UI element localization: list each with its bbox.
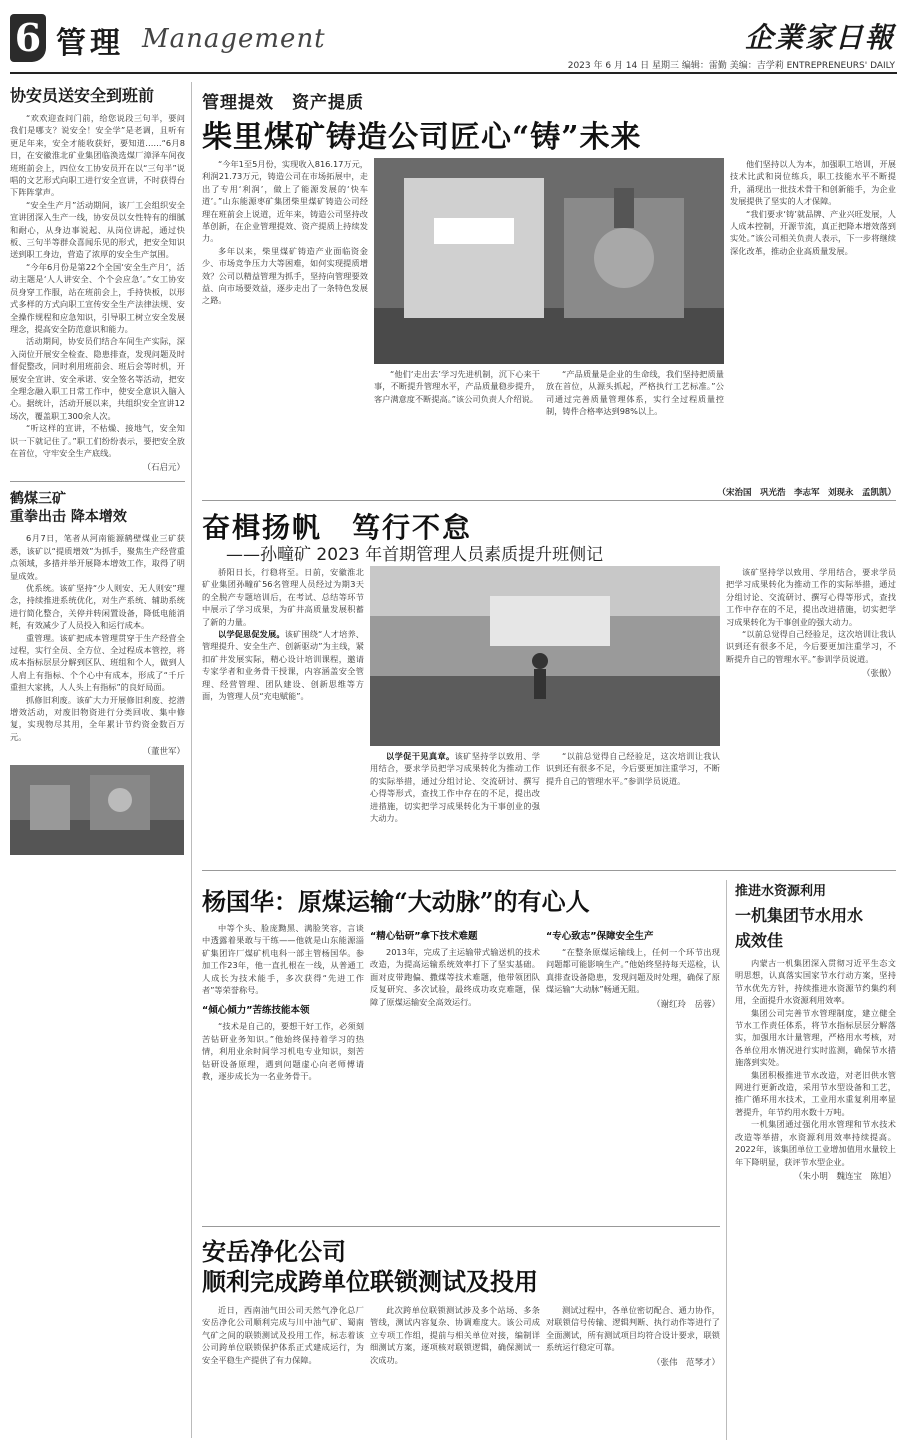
grayscale-photo [10, 765, 184, 855]
divider [202, 870, 896, 871]
article-column [546, 922, 720, 1220]
paragraph: 骄阳日长，行稳将至。日前，安徽淮北矿业集团孙疃矿56名管理人员经过为期3天的全脱产专题培训后，在考试、总结等环节中展示了学习成果，为矿井高质量发展积蓄了新的力量。 [202, 567, 364, 627]
paragraph: 重管理。该矿把成本管理贯穿于生产经营全过程，实行全员、全方位、全过程成本管控，将成本指标层层分解到区队、班组和个人，做到人人肩上有指标、个个心中有成本，形成了“千斤重担大家挑，人人头上有指标”的良好局面。 [10, 632, 185, 693]
classroom-photo [370, 566, 720, 746]
paragraph: 内蒙古一机集团深入贯彻习近平生态文明思想，认真落实国家节水行动方案，坚持节水优先方针，持续推进水资源节约集约利用，全面提升水资源利用效率。 [735, 958, 896, 1006]
paragraph: 集团公司完善节水管理制度，建立健全节水工作责任体系，将节水指标层层分解落实，加强用水计量管理，严格用水考核，对各单位用水情况进行实时监测，确保节水措施落到实处。 [735, 1007, 896, 1068]
paragraph: “他们‘走出去’学习先进机制，沉下心来干事，不断提升管理水平，产品质量稳步提升，客户满意度不断提高。”该公司负责人介绍说。 [374, 369, 540, 404]
byline: （董世军） [142, 747, 185, 758]
section-title: 管理 [56, 26, 124, 61]
article-column [730, 158, 896, 484]
inline-subhead: 以学促干见真章。 [386, 751, 455, 761]
paragraph: “技术是自己的，要想干好工作，必须刻苦钻研业务知识。”他始终保持着学习的热情，利用业余时间学习机电专业知识，刻苦钻研设备原理，遇到问题虚心向老师傅请教，逐步成长为一名业务骨干。 [202, 1021, 364, 1082]
byline: （张傲） [861, 669, 896, 680]
article-column [202, 158, 368, 488]
paragraph: 抓修旧利废。该矿大力开展修旧利废、挖潜增效活动，对废旧物资进行分类回收、集中修复，实现物尽其用，全年累计节约资金数百万元。 [10, 694, 185, 742]
article-column [370, 1304, 540, 1440]
divider [202, 1226, 720, 1227]
paragraph: 中等个头、脸庞黝黑、满脸笑容，言谈中透露着果敢与干练——他就是山东能源淄矿集团许厂煤矿机电科一部主管杨国华。参加工作23年，他一直扎根在一线，从普通工人成长为技术能手，多次获得“先进工作者”等荣誉称号。 [202, 923, 364, 996]
byline: （张伟 范琴才） [651, 1357, 720, 1368]
paragraph [370, 750, 540, 824]
paragraph [202, 628, 364, 702]
article-column [202, 1304, 364, 1440]
right-column [726, 880, 896, 1440]
photo-classroom [370, 566, 720, 746]
article-kicker: 推进水资源利用 [735, 884, 827, 899]
divider [10, 481, 185, 482]
paragraph: 集团积极推进节水改造，对老旧供水管网进行更新改造，采用节水型设备和工艺，推广循环用水技术，工业用水重复利用率显著提升，年节约用水数十万吨。 [735, 1069, 896, 1117]
paragraph: “欢欢迎查问门前，给您说段三句半，要问我们是哪支？说安全！安全学”是老调，且听有更足年来，安全才能收获好，要知道……“6月8日，在安徽淮北矿业集团临涣选煤厂漳泽车间夜班班前会上，四位女工协安员开在以“三句半”说唱的文艺形式向职工进行安全宣讲，不时获得台下阵阵掌声。 [10, 113, 185, 198]
paragraph: “在整条原煤运输线上，任何一个环节出现问题都可能影响生产。”他始终坚持每天巡检，认真排查设备隐患，发现问题及时处理，确保了原煤运输“大动脉”畅通无阻。 [546, 947, 720, 995]
divider [202, 500, 896, 501]
page-number: 6 [10, 14, 46, 62]
paragraph: “听这样的宣讲，不枯燥、接地气，安全知识一下就记住了。”职工们纷纷表示，要把安全放在首位，守牢安全生产底线。 [10, 423, 185, 458]
article-headline: 安岳净化公司 [202, 1237, 346, 1266]
article-subtitle: ——孙疃矿 2023 年首期管理人员素质提升班侧记 [226, 545, 604, 565]
paragraph: 活动期间，协安员们结合车间生产实际，深入岗位开展安全检查、隐患排查，发现问题及时督促整改，同时利用班前会、班后会等时机，开展安全宣讲、安全承诺、安全签名等活动，把安全理念融入职工日常工作中，使安全意识入脑入心。据统计，活动开展以来，共组织安全宣讲12场次，覆盖职工300余人次。 [10, 336, 185, 421]
article-column [374, 368, 540, 488]
paragraph: “今年6月份是第22个全国‘安全生产月’，活动主题是‘人人讲安全、个个会应急’。”女工协安员身穿工作服，站在班前会上，手持快板，以形式多样的方式向职工宣传安全生产法律法规、安全操作规程和应急知识，引导职工树立安全发展理念，提高安全防范意识和能力。 [10, 261, 185, 334]
byline: （朱小明 魏连宝 陈旭） [793, 1171, 896, 1182]
left-column [10, 82, 192, 1438]
paragraph: “安全生产月”活动期间，该厂工会组织安全宣讲团深入生产一线，协安员以女性特有的细腻和耐心，从身边事说起、从岗位讲起，通过快板、三句半等群众喜闻乐见的形式，把安全知识送到职工身边，营造了浓厚的安全生产氛围。 [10, 199, 185, 260]
paragraph: 该矿坚持学以致用、学用结合，要求学员把学习成果转化为推动工作的实际举措，通过分组讨论、交流研讨、撰写心得等形式，查找工作中存在的不足，提出改进措施，切实把学习成果转化为干事创业的强大动力。 [726, 567, 896, 627]
paragraph: “产品质量是企业的生命线，我们坚持把质量放在首位，从源头抓起，严格执行工艺标准。”公司通过完善质量管理体系，实行全过程质量控制，铸件合格率达到98%以上。 [546, 369, 724, 417]
article-column [202, 566, 364, 864]
foundry-photo [374, 158, 724, 364]
byline: （谢红玲 岳蓉） [651, 999, 720, 1010]
section-title-english: Management [142, 24, 326, 54]
article-headline: 一机集团节水用水 [735, 906, 864, 925]
paragraph: 2013年，完成了主运输带式输送机的技术改造，为提高运输系统效率打下了坚实基础。面对皮带跑偏、撒煤等技术难题，他带领团队反复研究、多次试验，最终成功攻克难题，保障了原煤运输安全高效运行。 [370, 947, 540, 1007]
article-headline-line2: 顺利完成跨单位联锁测试及投用 [202, 1267, 538, 1296]
paragraph: 测试过程中，各单位密切配合、通力协作，对联锁信号传输、逻辑判断、执行动作等进行了全面测试，所有测试项目均符合设计要求，联锁系统运行稳定可靠。 [546, 1305, 720, 1353]
paragraph: 近日，西南油气田公司天然气净化总厂安岳净化公司顺利完成与川中油气矿、蜀南气矿之间的联锁测试及投用工作，标志着该公司跨单位联锁保护体系正式建成运行，为安全平稳生产提供了有力保障。 [202, 1305, 364, 1365]
article-column [546, 750, 720, 864]
issue-meta: 2023 年 6 月 14 日 星期三 编辑：雷勤 美编：吉学莉 ENTREPRENEURS' DAILY [562, 58, 895, 71]
paragraph: 优系统。该矿坚持“少人则安、无人则安”理念，持续推进系统优化，对生产系统、辅助系统进行简化整合，关停并转闲置设备，降低电能消耗，有效减少了人员投入和运行成本。 [10, 583, 185, 631]
masthead [0, 0, 907, 72]
byline: （宋治国 巩光浩 李志军 刘现永 孟凯凯） [717, 488, 896, 498]
article-column [202, 922, 364, 1220]
article-headline: 重拳出击 降本增效 [10, 509, 127, 526]
inline-subhead: 以学促思促发展。 [218, 629, 285, 640]
article-headline: 协安员送安全到班前 [10, 86, 155, 105]
paragraph-text: 该矿坚持学以致用、学用结合，要求学员把学习成果转化为推动工作的实际举措，通过分组讨论、交流研讨、撰写心得等形式，查找工作中存在的不足，提出改进措施，切实把学习成果转化为干事创业的强大动力。 [370, 751, 540, 824]
paragraph: “今年1至5月份，实现收入816.17万元，利润21.73万元，铸造公司在市场拓展中，走出了专用‘利润’，做上了能源发展的‘快车道’。”山东能源枣矿集团柴里煤矿铸造公司经理在班前会上说道，近年来，铸造公司坚持改革创新，在企业管理提效、资产提质上持续发力。 [202, 159, 368, 244]
article-column [546, 368, 724, 488]
article-column [726, 566, 896, 864]
paragraph-text: 该矿围绕“人才培养、管理提升、安全生产、创新驱动”为主线，紧扣矿井发展实际，精心设计培训课程，邀请专家学者和业务骨干授课，内容涵盖安全管理、经营管理、团队建设、创新思维等方面，为管理人员“充电赋能”。 [202, 629, 364, 702]
article-column [370, 922, 540, 1220]
paragraph: 6月7日，笔者从河南能源鹤壁煤业三矿获悉，该矿以“提质增效”为抓手，聚焦生产经营重点领域，多措并举开展降本增效工作，取得了明显成效。 [10, 533, 185, 581]
newspaper-brand: 企業家日報 [744, 21, 895, 54]
paragraph: 一机集团通过强化用水管理和节水技术改造等举措，水资源利用效率持续提高。2022年，该集团单位工业增加值用水量较上年下降明显，获评节水型企业。 [735, 1119, 896, 1167]
byline: （石启元） [142, 463, 185, 474]
article-headline-line2: 成效佳 [735, 931, 784, 950]
paragraph: 多年以来，柴里煤矿铸造产业面临资金少、市场竞争压力大等困难，如何实现提质增效？公司以精益管理为抓手，坚持向管理要效益、向市场要效益，逐步走出了一条特色发展之路。 [202, 245, 368, 306]
article-kicker: 鹤煤三矿 [10, 491, 66, 508]
paragraph: “以前总觉得自己经验足，这次培训让我认识到还有很多不足，今后要更加注重学习，不断提升自己的管理水平。”参训学员说道。 [726, 629, 896, 664]
section-subhead: “专心致志”保障安全生产 [546, 931, 654, 942]
section-subhead: “倾心倾力”苦练技能本领 [202, 1005, 310, 1017]
photo-foundry [374, 158, 724, 364]
article-headline: 奋楫扬帆 笃行不怠 [202, 511, 473, 544]
article-column [370, 750, 540, 864]
article-headline: 柴里煤矿铸造公司匠心“铸”未来 [202, 120, 642, 155]
paragraph: “以前总觉得自己经验足，这次培训让我认识到还有很多不足，今后要更加注重学习，不断提升自己的管理水平。”参训学员说道。 [546, 751, 720, 786]
article-headline: 杨国华：原煤运输“大动脉”的有心人 [202, 887, 590, 916]
paragraph: “我们要求‘铸’就品牌、产业兴旺发展，人人成本控制，开源节流，真正把降本增效落到实处。”该公司相关负责人表示，下一步将继续深化改革，推动企业高质量发展。 [730, 208, 896, 256]
paragraph: 他们坚持以人为本，加强职工培训，开展技术比武和岗位练兵，职工技能水平不断提升，涌现出一批技术骨干和创新能手，为企业发展提供了坚实的人才保障。 [730, 159, 896, 207]
article-column [546, 1304, 720, 1440]
section-subhead: “精心钻研”拿下技术难题 [370, 931, 478, 942]
paragraph: 此次跨单位联锁测试涉及多个站场、多条管线，测试内容复杂、协调难度大。该公司成立专项工作组，提前与相关单位对接，编制详细测试方案，逐项核对联锁逻辑，确保测试一次成功。 [370, 1305, 540, 1365]
article-kicker: 管理提效 资产提质 [202, 93, 364, 113]
